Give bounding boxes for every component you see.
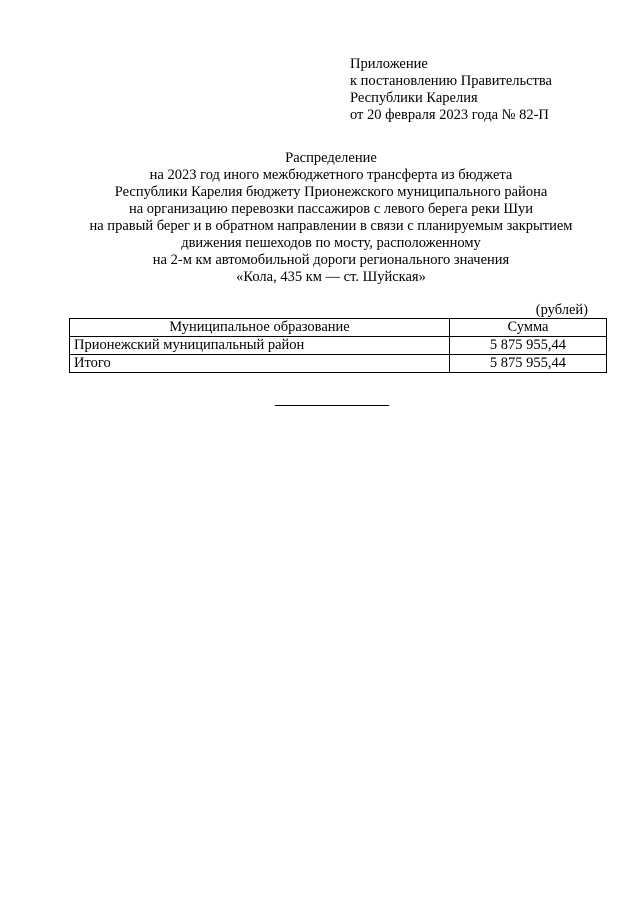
total-sum-cell: 5 875 955,44 — [449, 355, 606, 373]
column-header-municipality: Муниципальное образование — [70, 319, 450, 337]
closing-separator-line — [275, 405, 389, 406]
title-line: на 2023 год иного межбюджетного трансферта из бюджета — [149, 167, 513, 183]
appendix-header — [350, 56, 620, 124]
distribution-table — [69, 318, 607, 373]
appendix-line: от 20 февраля 2023 года № 82-П — [350, 107, 549, 123]
appendix-line: Республики Карелия — [350, 90, 478, 106]
document-title — [40, 150, 622, 286]
table-row-total — [70, 355, 607, 373]
title-line: на правый берег и в обратном направлении в связи с планируемым закрытием — [89, 218, 573, 234]
title-line: движения пешеходов по мосту, расположенному — [181, 235, 481, 251]
title-line: Республики Карелия бюджету Прионежского муниципального района — [114, 184, 548, 200]
table-header-row — [70, 319, 607, 337]
title-line: на 2-м км автомобильной дороги регионального значения — [152, 252, 510, 268]
table-row — [70, 337, 607, 355]
title-line: «Кола, 435 км — ст. Шуйская» — [236, 269, 426, 285]
column-header-sum: Сумма — [449, 319, 606, 337]
municipality-cell: Прионежский муниципальный район — [70, 337, 450, 355]
title-line: на организацию перевозки пассажиров с левого берега реки Шуи — [128, 201, 534, 217]
appendix-line: Приложение — [350, 56, 428, 72]
sum-cell: 5 875 955,44 — [449, 337, 606, 355]
title-line: Распределение — [285, 150, 377, 166]
unit-label: (рублей) — [535, 302, 588, 318]
total-label-cell: Итого — [70, 355, 450, 373]
appendix-line: к постановлению Правительства — [350, 73, 552, 89]
